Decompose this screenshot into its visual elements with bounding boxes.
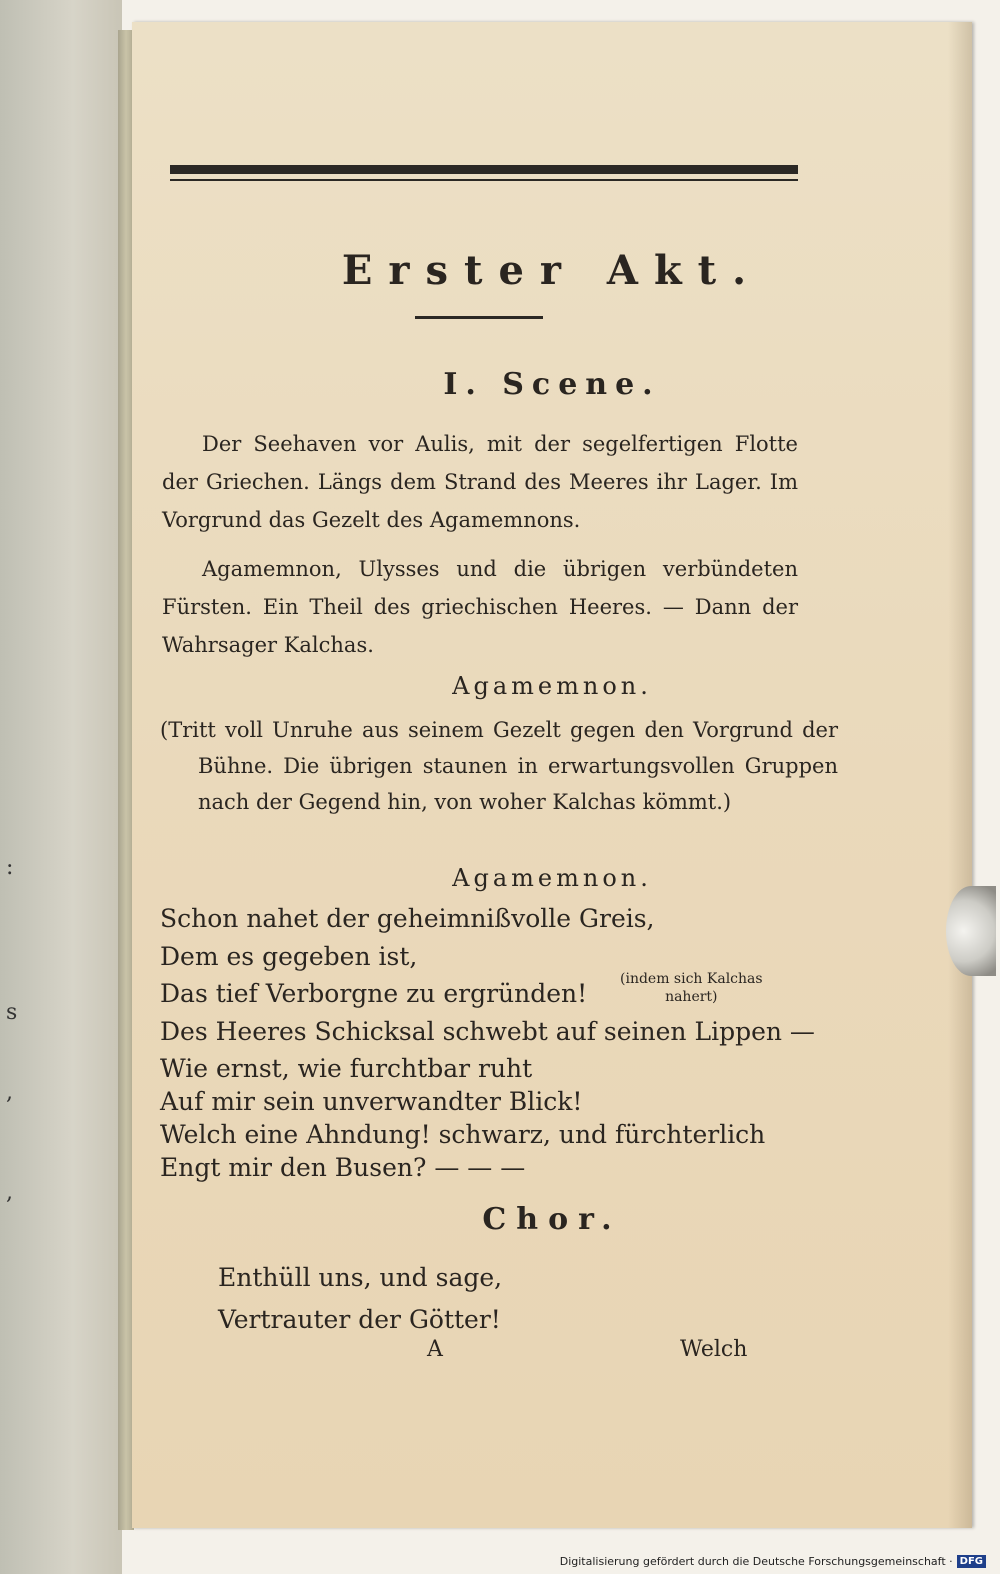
speaker-name: Agamemnon. <box>452 672 652 700</box>
header-rule <box>170 165 798 174</box>
verse-line: Schon nahet der geheimnißvolle Greis, <box>160 904 655 933</box>
chorus-text <box>218 1257 502 1341</box>
aside-direction <box>620 970 763 1006</box>
setting-description: Der Seehaven vor Aulis, mit der segelfertigen Flotte der Griechen. Längs dem Strand des Meeres ihr Lager. Im Vorgrund das Gezelt des Agamemnons. <box>162 432 798 532</box>
left-page-mark: s <box>6 1000 18 1025</box>
left-page-mark: , <box>6 1080 13 1105</box>
verse-line: Welch eine Ahndung! schwarz, und fürchterlich <box>160 1120 766 1149</box>
stage-direction: (Tritt voll Unruhe aus seinem Gezelt gegen den Vorgrund der Bühne. Die übrigen staunen in erwartungsvollen Gruppen nach der Gegend hin, von woher Kalchas kömmt.) <box>160 718 838 814</box>
chorus-heading: Chor. <box>482 1202 622 1237</box>
dfg-logo-icon: DFG <box>957 1555 986 1568</box>
left-page-mark: , <box>6 1180 13 1205</box>
catchword: Welch <box>680 1337 748 1362</box>
left-page-mark: : <box>6 855 14 880</box>
left-page-edge <box>0 0 122 1574</box>
chorus-line: Enthüll uns, und sage, <box>218 1263 503 1292</box>
scene-heading: I. Scene. <box>443 367 661 402</box>
verse-line: Engt mir den Busen? — — — <box>160 1153 526 1182</box>
footer-text: Digitalisierung gefördert durch die Deutsche Forschungsgemeinschaft · <box>559 1555 953 1568</box>
verse-line: Auf mir sein unverwandter Blick! <box>160 1087 583 1116</box>
header-rule-thin <box>170 179 798 181</box>
signature-mark: A <box>427 1337 443 1362</box>
digitization-footer <box>560 1555 986 1568</box>
characters-list: Agamemnon, Ulysses und die übrigen verbündeten Fürsten. Ein Theil des griechischen Heeres. — Dann der Wahrsager Kalchas. <box>162 557 798 657</box>
aside-line: (indem sich Kalchas <box>620 971 763 987</box>
book-page <box>132 22 972 1528</box>
verse-line: Des Heeres Schicksal schwebt auf seinen Lippen — <box>160 1017 815 1046</box>
page-clip-icon <box>946 886 996 976</box>
chorus-line: Vertrauter der Götter! <box>218 1305 501 1334</box>
act-title: Erster Akt. <box>341 247 763 294</box>
aside-line: nahert) <box>665 989 718 1005</box>
title-divider <box>415 316 543 319</box>
verse-line: Dem es gegeben ist, <box>160 942 418 971</box>
verse-line: Das tief Verborgne zu ergründen! <box>160 979 588 1008</box>
speaker-name: Agamemnon. <box>452 864 652 892</box>
verse-line: Wie ernst, wie furchtbar ruht <box>160 1054 533 1083</box>
